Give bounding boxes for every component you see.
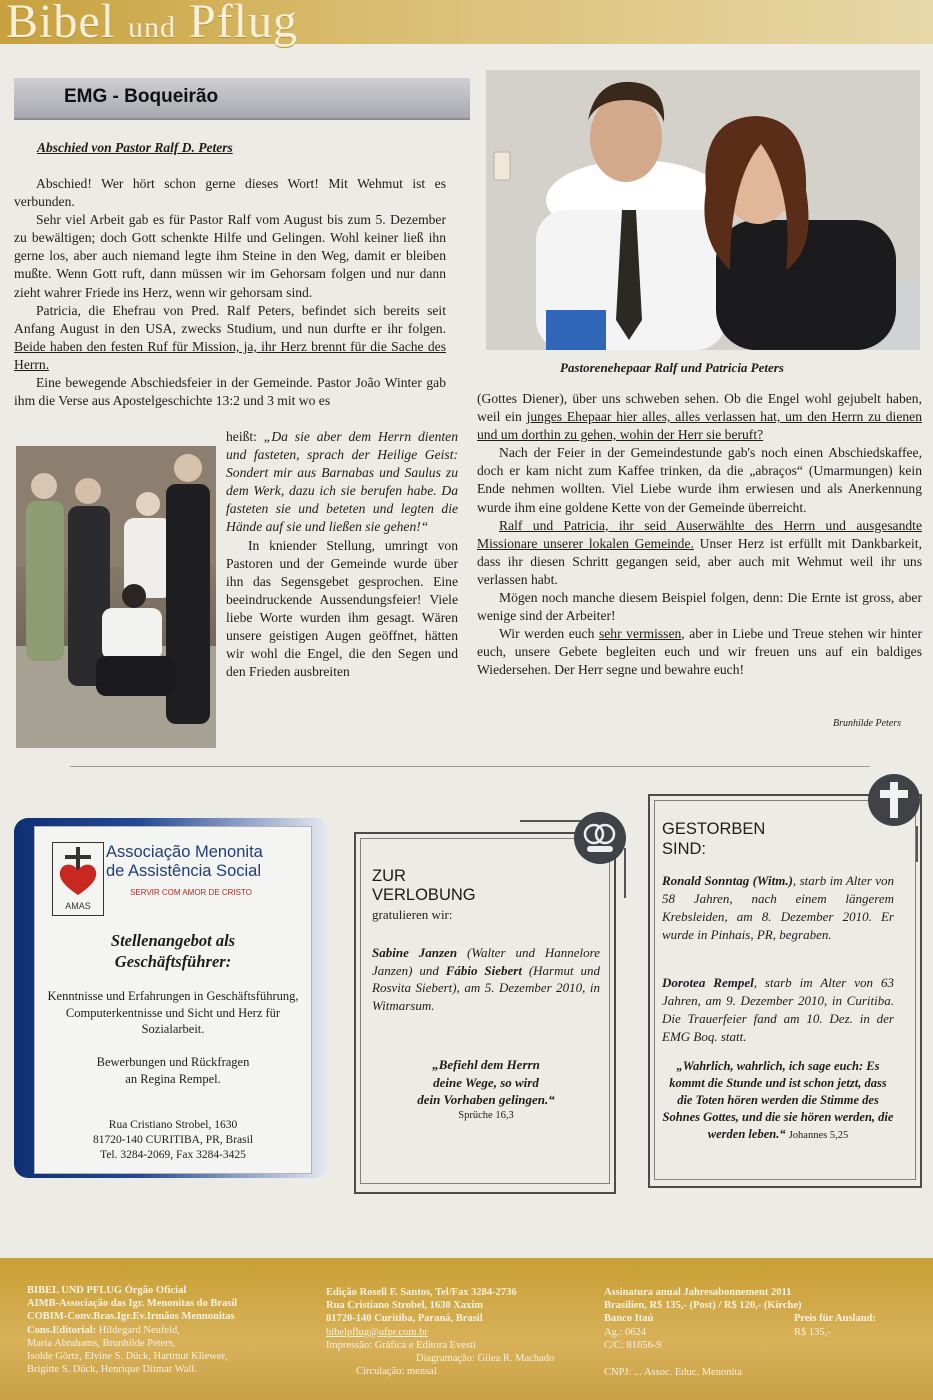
article-subtitle: Abschied von Pastor Ralf D. Peters <box>37 140 233 155</box>
footer-imprint: BIBEL UND PFLUG Órgão Oficial AIMB-Associação das Igr. Menonitas do Brasil COBIM-Conv.Bras.Igr.Ev.Irmãos Mennonitas Cons.Editorial: Hildegard Neufeld, Maria Abrahams, Brunhilde Peters, Isolde Görtz, Elvine S. Dück, Hartmut Kliewer, Brigitte S. Dück, Henrique Ditmar Wall. <box>27 1285 238 1376</box>
amas-org-name: Associação Menonita de Assistência Social <box>106 843 263 880</box>
article-column-left-wrap <box>226 428 458 681</box>
article-paragraph: Sehr viel Arbeit gab es für Pastor Ralf vom August bis zum 5. Dezember zu bewältigen; doch Gott schenkte Hilfe und Gelingen. Wohl keiner ließ ihn gerne los, aber auch niemand legte ihm Steine in den Weg, damit er bleiben mußte. Wenn Gott ruft, dann müssen wir im Gehorsam folgen und nur dann zieht wahrer Friede ins Herz, wenn wir gehorsam sind. <box>14 212 446 300</box>
article-paragraph: Eine bewegende Abschiedsfeier in der Gemeinde. Pastor João Winter gab ihm die Verse aus Apostelgeschichte 13:2 und 3 mit wo es <box>14 375 446 409</box>
couple-photo <box>486 70 920 350</box>
engagement-subtitle: gratulieren wir: <box>372 907 453 922</box>
masthead-title: Bibel und Pflug <box>6 0 299 48</box>
obituary-entry: Ronald Sonntag (Witm.), starb im Alter von 58 Jahren, nach einem längerem Krebsleiden, am 8. Dezember 2010. Er wurde in Pinhais, PR, begraben. <box>662 873 894 942</box>
article-signature: Brunhilde Peters <box>833 718 902 729</box>
article-paragraph: heißt: „Da sie aber dem Herrn dienten und fasteten, sprach der Heilige Geist: Sondert mir aus Barnabas und Saulus zu dem Werk, dazu ich sie berufen habe. Da fasteten sie und beteten und legten die Hände auf sie und ließen sie gehen!“ <box>226 429 459 535</box>
article-paragraph: Wir werden euch sehr vermissen, aber in Liebe und Treue stehen wir hinter euch, unsere Gebete begleiten euch und wir freuen uns auf ein baldiges Wiedersehen. Der Herr segne und bewahre euch! <box>477 626 922 678</box>
article-column-left <box>14 175 446 410</box>
article-paragraph: Nach der Feier in der Gemeindestunde gab's noch einen Abschiedskaffee, doch er kam nicht zum Kaffee trinken, da die „abraços“ (Umarmungen) kein Ende nehmen wollten. Viel Liebe wurde ihm erwiesen und als Anerkennung wurde ihm eine goldene Kette von der Gemeinde überreicht. <box>477 445 922 515</box>
obituary-entry: Dorotea Rempel, starb im Alter von 63 Jahren, am 9. Dezember 2010, in Curitiba. Die Trauerfeier fand am 10. Dez. in der EMG Boq. statt. <box>662 975 894 1044</box>
article-paragraph: Abschied! Wer hört schon gerne dieses Wort! Mit Wehmut ist es verbunden. <box>14 176 446 210</box>
rings-icon <box>574 812 626 864</box>
section-divider <box>70 766 870 767</box>
cross-icon <box>868 774 920 826</box>
article-paragraph: Mögen noch manche diesem Beispiel folgen, denn: Die Ernte ist gross, aber wenige sind der Arbeiter! <box>477 590 922 624</box>
amas-logo <box>52 842 104 916</box>
section-title: EMG - Boqueirão <box>64 86 219 107</box>
engagement-title: ZUR VERLOBUNG <box>372 867 476 904</box>
engagement-verse: „Befiehl dem Herrn deine Wege, so wird dein Vorhaben gelingen.“ <box>417 1057 555 1107</box>
footer-subscription: Assinatura anual Jahresabonnement 2011 Brasilien, R$ 135,- (Post) / R$ 120,- (Kirche) Banco Itaú Preis für Ausland: Ag.: 0624 R$ 135,- C/C: 81656-9 CNPJ: ... Assoc. Educ. Menonita <box>604 1287 876 1379</box>
photo-caption: Pastorenehepaar Ralf und Patricia Peters <box>560 360 784 375</box>
job-contact: Bewerbungen und Rückfragen an Regina Rempel. <box>96 1055 250 1086</box>
amas-address: Rua Cristiano Strobel, 1630 81720-140 CURITIBA, PR, Brasil Tel. 3284-2069, Fax 3284-3425 <box>92 1119 254 1161</box>
arrow-line <box>916 826 918 862</box>
article-paragraph: Ralf und Patricia, ihr seid Auserwählte des Herrn und ausgesandte Missionare unserer lokalen Gemeinde. Unser Herz ist erfüllt mit Dankbarkeit, dass ihr diesen Schritt gegangen seid, aber auch mit Wehmut weil ihr uns verlassen habt. <box>477 517 922 587</box>
footer-edition: Edição Rosell F. Santos, Tel/Fax 3284-2736 Rua Cristiano Strobel, 1630 Xaxim 81720-140 Curitiba, Paraná, Brasil bibelpflug@ufpr.com.br Impressão: Gráfica e Editora Evesti Diagramação: Gilea R. Machado Circulação: mensal <box>326 1287 555 1378</box>
amas-motto: SERVIR COM AMOR DE CRISTO <box>130 888 252 897</box>
article-column-right <box>477 390 922 680</box>
job-requirements: Kenntnisse und Erfahrungen in Geschäftsführung, Computerkentnisse und Sicht und Herz für Sozialarbeit. <box>47 989 299 1036</box>
article-paragraph: In kniender Stellung, umringt von Pastoren und der Gemeinde wurde über ihn das Segensgebet gesprochen. Eine beeindruckende Aussendungsfeier! Viele liebe Worte wurden ihm gesagt. Wären unsere geistigen Augen geöffnet, hätten wir wohl die Engel, die den Segen und den Frieden ausbreiten <box>226 537 458 680</box>
article-paragraph: (Gottes Diener), über uns schweben sehen. Ob die Engel wohl gejubelt haben, weil ein junges Ehepaar hier alles, alles verlassen hat, um den Herrn zu dienen und um dorthin zu gehen, wohin der Herr sie beruft? <box>477 391 922 443</box>
obituary-title: GESTORBEN SIND: <box>662 820 766 858</box>
engagement-announcement: Sabine Janzen (Walter und Hannelore Janzen) und Fábio Siebert (Harmut und Rosvita Siebert), am 5. Dezember 2010, in Witmarsum. <box>372 945 601 1013</box>
obituary-verse: „Wahrlich, wahrlich, ich sage euch: Es kommt die Stunde und ist schon jetzt, dass die Toten hören werden die Stimme des Sohnes Gottes, und die sie hören werden, die werden leben.“ Johannes 5,25 <box>662 1059 894 1141</box>
engagement-verse-ref: Sprüche 16,3 <box>458 1110 514 1121</box>
job-offer-title: Stellenangebot als Geschäftsführer: <box>110 931 236 971</box>
amas-logo-text: AMAS <box>65 901 91 911</box>
ordination-photo <box>16 446 216 748</box>
article-paragraph: Patricia, die Ehefrau von Pred. Ralf Peters, befindet sich bereits seit Anfang August in den USA, zwecks Studium, und nun durfte er ihr folgen. Beide haben den festen Ruf für Mission, ja, ihr Herz brennt für die Sache des Herrn. <box>14 302 446 372</box>
